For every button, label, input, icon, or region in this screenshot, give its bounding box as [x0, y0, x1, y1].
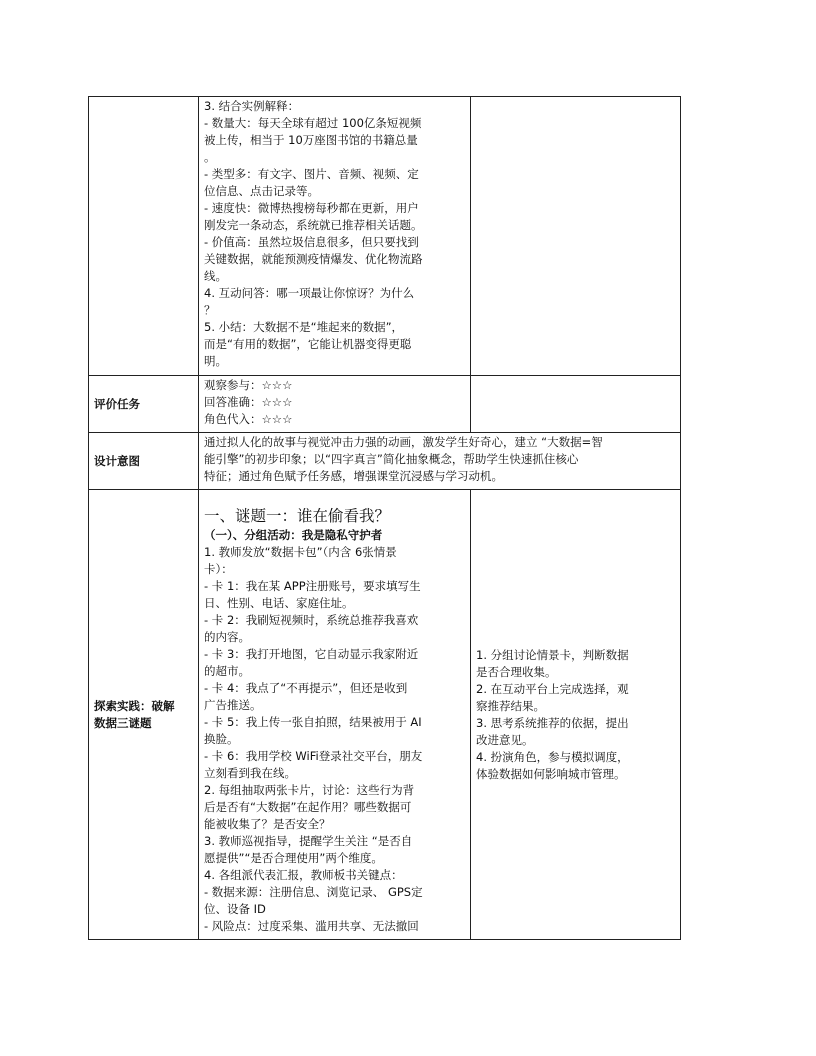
- content-line: 的内容。: [204, 630, 250, 644]
- content-line: - 价值高：虽然垃圾信息很多，但只要找到: [204, 235, 419, 249]
- content-line: 而是“有用的数据”，它能让机器变得更聪: [204, 337, 412, 351]
- student-activity-line: 察推荐结果。: [476, 698, 545, 713]
- content-line: 换脸。: [204, 732, 239, 746]
- student-activity-line: 3. 思考系统推荐的依据，提出: [476, 715, 629, 730]
- evaluation-student-cell: [471, 376, 681, 433]
- content-line: 位信息、点击记录等。: [204, 184, 319, 198]
- lesson-plan-table: [88, 96, 681, 940]
- practice-label-line1: 探索实践：破解: [94, 698, 175, 713]
- content-line: - 卡 5：我上传一张自拍照，结果被用于 AI: [204, 715, 422, 729]
- content-line: 明。: [204, 354, 227, 368]
- practice-subheading: （一）、分组活动：我是隐私守护者: [204, 528, 383, 542]
- row-design-intent: [89, 433, 681, 490]
- content-line: - 卡 3：我打开地图，它自动显示我家附近: [204, 647, 419, 661]
- design-line: 能引擎”的初步印象；以“四字真言”简化抽象概念，帮助学生快速抓住核心: [204, 452, 579, 466]
- content-line: - 风险点：过度采集、滥用共享、无法撤回: [204, 919, 419, 933]
- practice-content-cell: [199, 490, 471, 940]
- content-line: 3. 结合实例解释：: [204, 99, 300, 113]
- content-line: 3. 教师巡视指导，提醒学生关注 “是否自: [204, 834, 413, 848]
- content-line: 2. 每组抽取两张卡片，讨论：这些行为背: [204, 783, 415, 797]
- content-line: - 卡 2：我刷短视频时，系统总推荐我喜欢: [204, 613, 419, 627]
- content-line: 位、设备 ID: [204, 902, 266, 916]
- content-line: 的超市。: [204, 664, 250, 678]
- design-label: 设计意图: [89, 433, 199, 490]
- content-line: 4. 各组派代表汇报，教师板书关键点：: [204, 868, 403, 882]
- content-line: 被上传，相当于 10万座图书馆的书籍总量: [204, 133, 418, 147]
- content-line: 能被收集了？是否安全？: [204, 817, 331, 831]
- evaluation-item: 角色代入：☆☆☆: [204, 412, 293, 426]
- content-line: - 卡 4：我点了“不再提示”，但还是收到: [204, 681, 408, 695]
- content-line: - 数据来源：注册信息、浏览记录、 GPS定: [204, 885, 423, 899]
- content-line: 5. 小结：大数据不是“堆起来的数据”，: [204, 320, 404, 334]
- content-line: 立刻看到我在线。: [204, 766, 296, 780]
- row-practice: [89, 490, 681, 940]
- student-activity-line: 2. 在互动平台上完成选择，观: [476, 681, 629, 696]
- evaluation-item: 回答准确：☆☆☆: [204, 395, 293, 409]
- design-content-cell: [199, 433, 681, 490]
- practice-student-cell: [471, 490, 681, 940]
- practice-content-lines: [204, 544, 465, 935]
- content-line: 。: [204, 150, 216, 164]
- content-line: 关键数据，就能预测疫情爆发、优化物流路: [204, 252, 423, 266]
- row-explanation: [89, 97, 681, 376]
- content-line: 卡）：: [204, 562, 233, 576]
- content-line: - 数量大：每天全球有超过 100亿条短视频: [204, 116, 422, 130]
- content-line: ？: [204, 303, 216, 317]
- student-activity-line: 是否合理收集。: [476, 664, 557, 679]
- design-line: 特征；通过角色赋予任务感，增强课堂沉浸感与学习动机。: [204, 469, 503, 483]
- student-activity-line: 体验数据如何影响城市管理。: [476, 766, 626, 781]
- student-activity-line: 改进意见。: [476, 732, 534, 747]
- row-evaluation: [89, 376, 681, 433]
- student-activity-line: 1. 分组讨论情景卡，判断数据: [476, 647, 629, 662]
- evaluation-label: 评价任务: [89, 376, 199, 433]
- practice-label: [89, 490, 199, 940]
- content-line: 日、性别、电话、家庭住址。: [204, 596, 354, 610]
- content-line: - 卡 1：我在某 APP注册账号，要求填写生: [204, 579, 421, 593]
- content-line: - 卡 6：我用学校 WiFi登录社交平台，朋友: [204, 749, 423, 763]
- content-line: 刚发完一条动态，系统就已推荐相关话题。: [204, 218, 423, 232]
- practice-heading: 一、谜题一：谁在偷看我？: [204, 507, 391, 525]
- content-line: 线。: [204, 269, 227, 283]
- content-line: 后是否有“大数据”在起作用？哪些数据可: [204, 800, 412, 814]
- content-line: 1. 教师发放“数据卡包”（内含 6张情景: [204, 545, 397, 559]
- content-line: - 速度快：微博热搜榜每秒都在更新，用户: [204, 201, 419, 215]
- practice-label-line2: 数据三谜题: [94, 715, 152, 730]
- row1-label-cell: [89, 97, 199, 376]
- row1-content-cell: [199, 97, 471, 376]
- content-line: 广告推送。: [204, 698, 262, 712]
- evaluation-content-cell: [199, 376, 471, 433]
- content-line: - 类型多：有文字、图片、音频、视频、定: [204, 167, 419, 181]
- evaluation-item: 观察参与：☆☆☆: [204, 378, 293, 392]
- content-line: 4. 互动问答：哪一项最让你惊讶？为什么: [204, 286, 415, 300]
- content-line: 愿提供”“是否合理使用”两个维度。: [204, 851, 383, 865]
- row1-student-cell: [471, 97, 681, 376]
- student-activity-line: 4. 扮演角色，参与模拟调度，: [476, 749, 629, 764]
- design-line: 通过拟人化的故事与视觉冲击力强的动画，激发学生好奇心，建立 “大数据=智: [204, 435, 603, 449]
